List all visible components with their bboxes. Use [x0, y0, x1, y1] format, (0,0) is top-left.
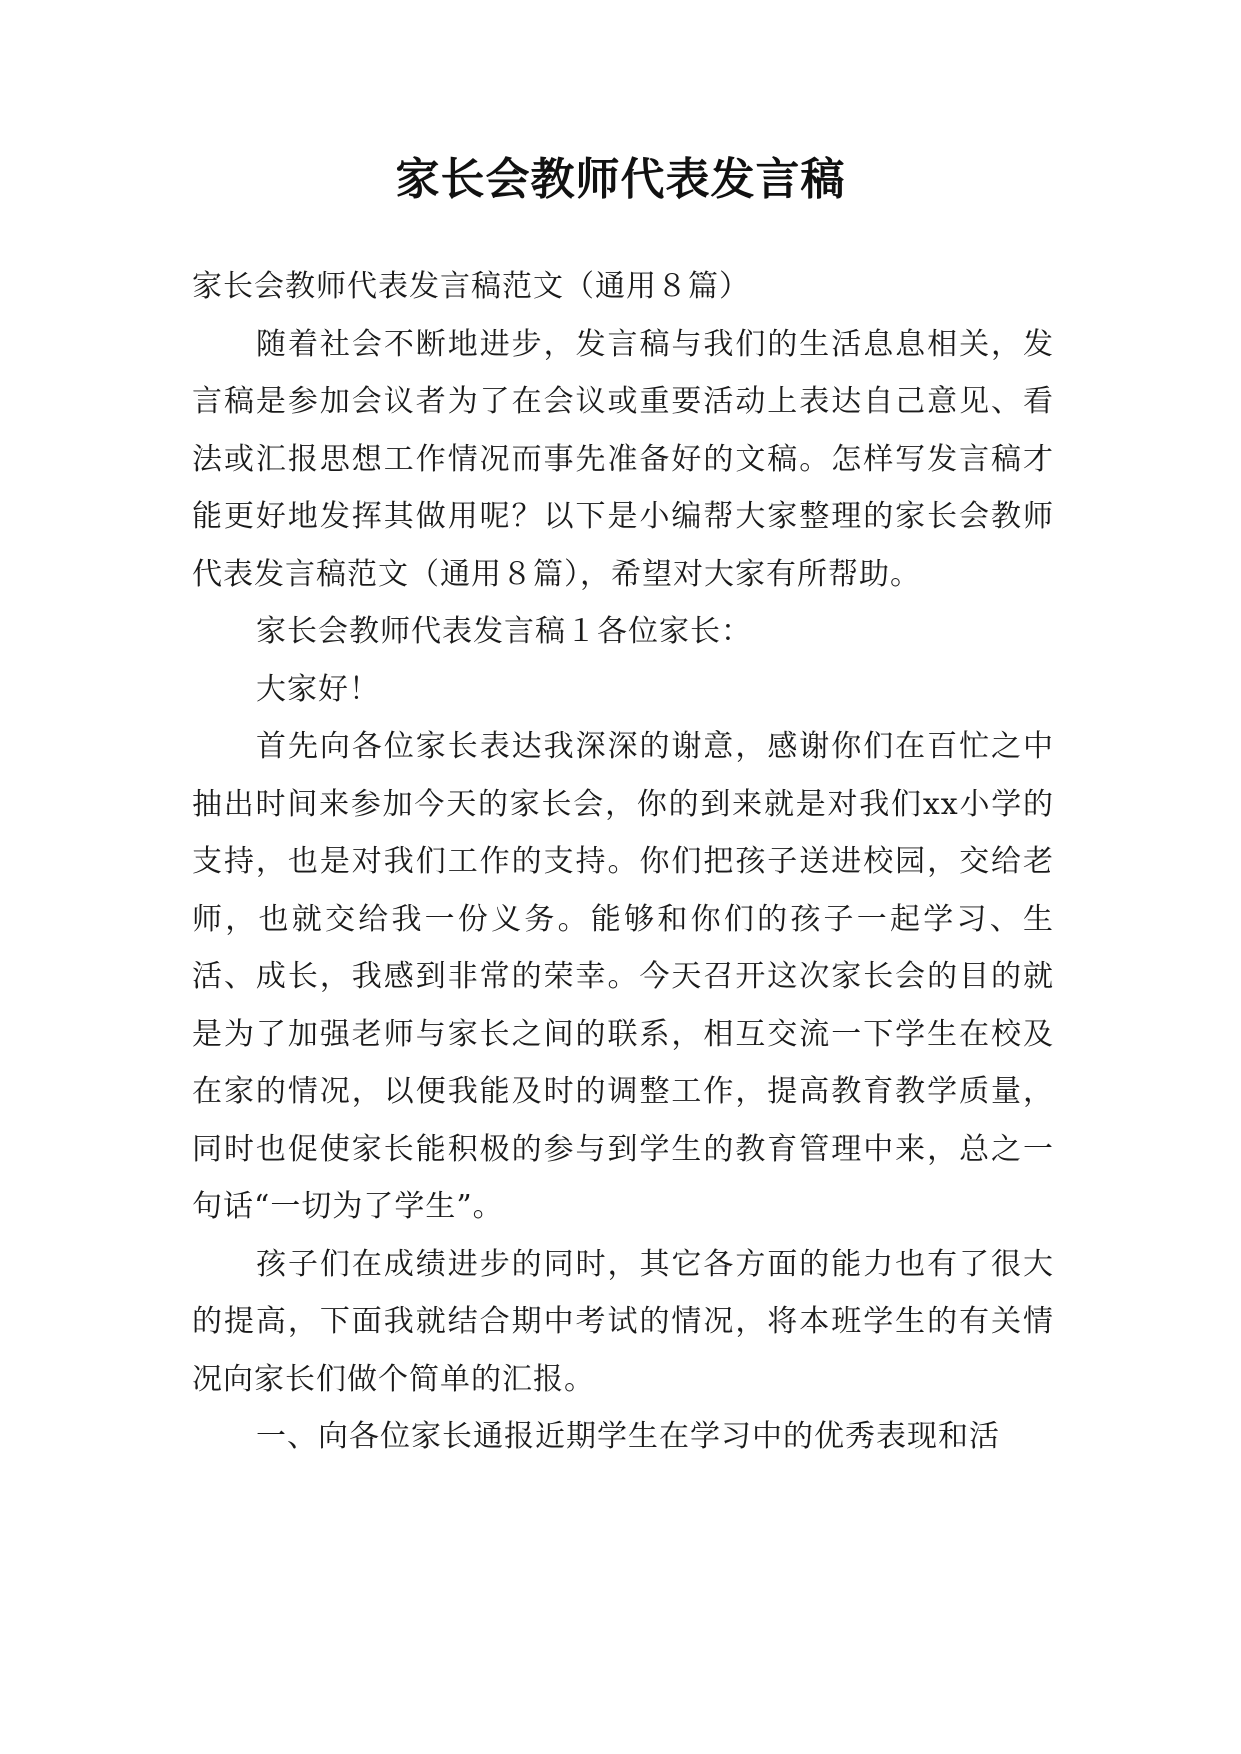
paragraph-greeting: 大家好！: [256, 671, 380, 707]
paragraph-section-one: 一、向各位家长通报近期学生在学习中的优秀表现和活: [256, 1419, 1000, 1454]
paragraph-thanks: 首先向各位家长表达我深深的谢意，感谢你们在百忙之中抽出时间来参加今天的家长会，你的到来就是对我们xx小学的支持，也是对我们工作的支持。你们把孩子送进校园，交给老师，也就交给我一份义务。能够和你们的孩子一起学习、生活、成长，我感到非常的荣幸。今天召开这次家长会的目的就是为了加强老师与家长之间的联系，相互交流一下学生在校及在家的情况，以便我能及时的调整工作，提高教育教学质量，同时也促使家长能积极的参与到学生的教育管理中来，总之一句话“一切为了学生”。: [192, 729, 1054, 1224]
paragraph-intro: 随着社会不断地进步，发言稿与我们的生活息息相关，发言稿是参加会议者为了在会议或重要活动上表达自己意见、看法或汇报思想工作情况而事先准备好的文稿。怎样写发言稿才能更好地发挥其做用呢？以下是小编帮大家整理的家长会教师代表发言稿范文（通用８篇），希望对大家有所帮助。: [192, 326, 1054, 592]
document-body: [192, 258, 1054, 1466]
paragraph-speech-heading: 家长会教师代表发言稿１各位家长：: [256, 614, 752, 649]
document-title: 家长会教师代表发言稿: [395, 154, 846, 205]
paragraph-progress: 孩子们在成绩进步的同时，其它各方面的能力也有了很大的提高，下面我就结合期中考试的情况，将本班学生的有关情况向家长们做个简单的汇报。: [192, 1246, 1054, 1397]
document-subtitle: 家长会教师代表发言稿范文（通用８篇）: [192, 269, 750, 304]
